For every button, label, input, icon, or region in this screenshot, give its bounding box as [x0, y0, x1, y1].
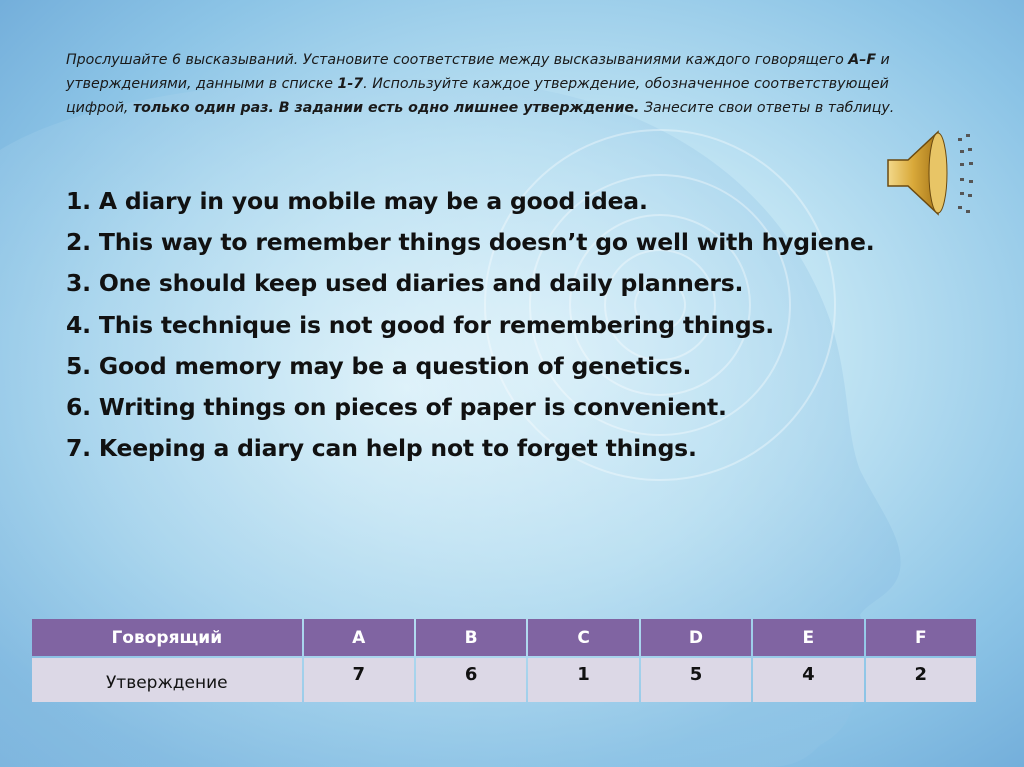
speaker-cell: E [753, 619, 863, 656]
instructions-text-4: Занесите свои ответы в таблицу. [639, 100, 895, 116]
statement-item: 5. Good memory may be a question of genetics. [66, 351, 692, 380]
statements-list [66, 181, 986, 469]
speaker-cell: C [528, 619, 638, 656]
task-instructions [66, 48, 896, 120]
table-header-row [32, 619, 976, 656]
row-label-cell: Утверждение [32, 658, 302, 702]
table-answer-row [32, 658, 976, 702]
instructions-text-1: Прослушайте 6 высказываний. Установите соответствие между высказываниями каждого говорящего [66, 52, 849, 68]
answer-cell[interactable]: 4 [753, 658, 863, 702]
statement-item: 6. Writing things on pieces of paper is convenient. [66, 393, 727, 422]
instructions-text-2: и утверждениями, данными в списке [66, 52, 890, 92]
instructions-emphasis: только один раз. В задании есть одно лишнее утверждение. [132, 100, 640, 116]
answer-cell[interactable]: 6 [416, 658, 526, 702]
instructions-statements-range: 1-7 [337, 76, 364, 92]
speaker-cell: B [416, 619, 526, 656]
instructions-speakers-range: A–F [848, 52, 877, 68]
statement-item: 2. This way to remember things doesn’t go well with hygiene. [66, 228, 875, 257]
statement-item: 3. One should keep used diaries and daily planners. [66, 269, 744, 298]
answer-cell[interactable]: 7 [304, 658, 414, 702]
answer-cell[interactable]: 1 [528, 658, 638, 702]
answer-cell[interactable]: 2 [866, 658, 976, 702]
header-label-cell: Говорящий [32, 619, 302, 656]
answer-cell[interactable]: 5 [641, 658, 751, 702]
answers-table [30, 617, 978, 704]
statement-item: 7. Keeping a diary can help not to forget things. [66, 434, 697, 463]
speaker-cell: F [866, 619, 976, 656]
instructions-text-3: . Используйте каждое утверждение, обозначенное соответствующей цифрой, [66, 76, 889, 116]
speaker-cell: D [641, 619, 751, 656]
speaker-cell: A [304, 619, 414, 656]
statement-item: 4. This technique is not good for remembering things. [66, 310, 774, 339]
statement-item: 1. A diary in you mobile may be a good idea. [66, 187, 648, 215]
